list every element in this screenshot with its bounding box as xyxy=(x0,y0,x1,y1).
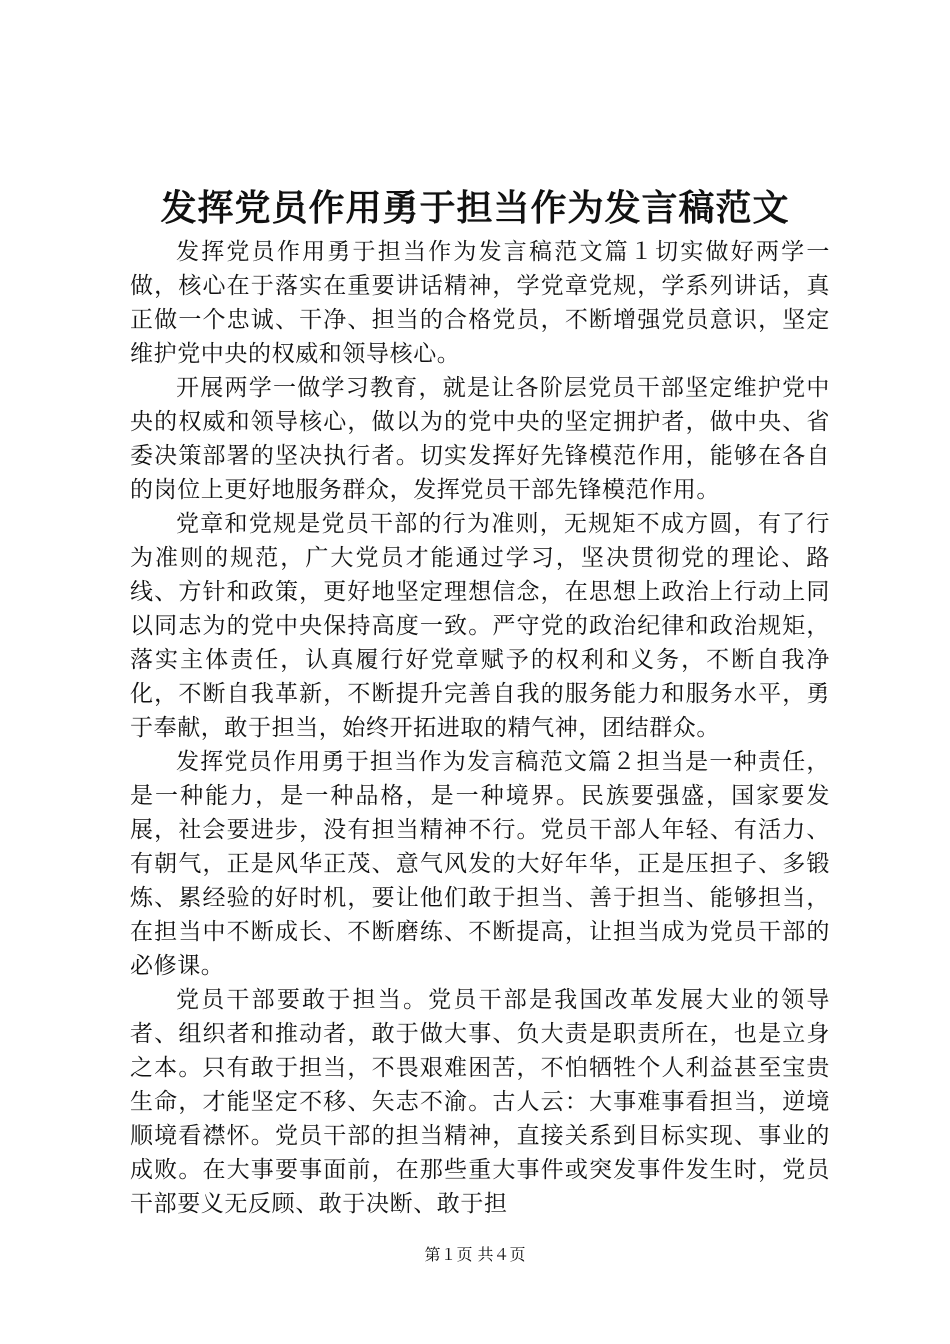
paragraph: 党员干部要敢于担当。党员干部是我国改革发展大业的领导者、组织者和推动者，敢于做大事、负大责是职责所在，也是立身之本。只有敢于担当，不畏艰难困苦，不怕牺牲个人利益甚至宝贵生命，才能坚定不移、矢志不渝。古人云：大事难事看担当，逆境顺境看襟怀。党员干部的担当精神，直接关系到目标实现、事业的成败。在大事要事面前，在那些重大事件或突发事件发生时，党员干部要义无反顾、敢于决断、敢于担 xyxy=(130,987,830,1217)
paragraph: 开展两学一做学习教育，就是让各阶层党员干部坚定维护党中央的权威和领导核心，做以为的党中央的坚定拥护者，做中央、省委决策部署的坚决执行者。切实发挥好先锋模范作用，能够在各自的岗位上更好地服务群众，发挥党员干部先锋模范作用。 xyxy=(130,375,830,503)
document-body xyxy=(130,235,830,1221)
page-footer: 第１页 共４页 xyxy=(424,1245,526,1264)
paragraph: 发挥党员作用勇于担当作为发言稿范文篇１切实做好两学一做，核心在于落实在重要讲话精神，学党章党规，学系列讲话，真正做一个忠诚、干净、担当的合格党员，不断增强党员意识，坚定维护党中央的权威和领导核心。 xyxy=(130,239,830,367)
document-title: 发挥党员作用勇于担当作为发言稿范文 xyxy=(160,187,790,229)
paragraph: 党章和党规是党员干部的行为准则，无规矩不成方圆，有了行为准则的规范，广大党员才能通过学习，坚决贯彻党的理论、路线、方针和政策，更好地坚定理想信念，在思想上政治上行动上同以同志为的党中央保持高度一致。严守党的政治纪律和政治规矩，落实主体责任，认真履行好党章赋予的权利和义务，不断自我净化，不断自我革新，不断提升完善自我的服务能力和服务水平，勇于奉献，敢于担当，始终开拓进取的精气神，团结群众。 xyxy=(130,511,830,741)
paragraph: 发挥党员作用勇于担当作为发言稿范文篇２担当是一种责任，是一种能力，是一种品格，是一种境界。民族要强盛，国家要发展，社会要进步，没有担当精神不行。党员干部人年轻、有活力、有朝气，正是风华正茂、意气风发的大好年华，正是压担子、多锻炼、累经验的好时机，要让他们敢于担当、善于担当、能够担当，在担当中不断成长、不断磨练、不断提高，让担当成为党员干部的必修课。 xyxy=(130,749,830,979)
